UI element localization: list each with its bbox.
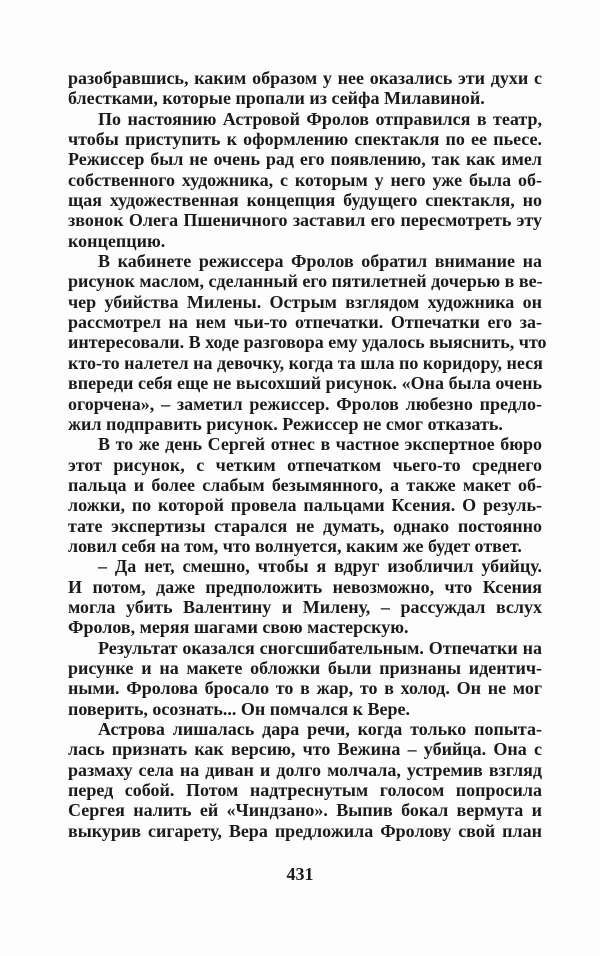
text-line: этот рисунок, с четким отпечатком чьего-то среднего [68,454,542,475]
text-line: интересовали. В ходе разговора ему удалось выяснить, что [68,332,547,353]
text-line: чер убийства Милены. Острым взглядом художника он [68,291,542,312]
text-line: поверить, осознать... Он помчался к Вере. [68,698,411,719]
text-line: кто-то налетел на девочку, когда та шла по коридору, неся [68,352,543,373]
text-line: выкурив сигарету, Вера предложила Фролову свой план [68,820,542,841]
text-line: пальца и более слабым безымянного, а также макет об- [68,474,542,495]
text-line: рисунок маслом, сделанный его пятилетней дочерью в ве- [68,271,543,292]
text-line: В то же день Сергей отнес в частное экспертное бюро [98,434,542,455]
text-line: размаху села на диван и долго молчала, устремив взгляд [68,759,542,780]
text-line: блестками, которые пропали из сейфа Милавиной. [68,88,485,109]
text-line: собственного художника, с которым у него уже была об- [68,169,542,190]
text-line: жил подправить рисунок. Режиссер не смог отказать. [68,413,503,434]
text-line: Астрова лишалась дара речи, когда только попыта- [98,719,542,739]
text-line: ложки, по которой провела пальцами Ксения. О резуль- [68,495,542,516]
text-line: ными. Фролова бросало то в жар, то в холод. Он не мог [68,678,542,699]
text-line: щая художественная концепция будущего спектакля, но [68,190,542,211]
text-line: тате экспертизы старался не думать, однако постоянно [68,515,542,536]
text-line: концепцию. [68,230,166,251]
text-line: лась признать как версию, что Вежина – убийца. Она с [68,739,542,760]
text-line: разобравшись, каким образом у нее оказались эти духи с [68,68,542,88]
text-line: звонок Олега Пшеничного заставил его пересмотреть эту [68,210,542,231]
text-line: рисунке и на макете обложки были признаны идентич- [68,657,542,678]
page-number: 431 [286,864,314,884]
page-body-text [68,68,547,841]
text-line: Результат оказался сногсшибательным. Отпечатки на [98,637,542,658]
text-line: – Да нет, смешно, чтобы я вдруг изобличил убийцу. [98,556,542,577]
text-line: Фролов, меряя шагами свою мастерскую. [68,617,409,638]
text-line: В кабинете режиссера Фролов обратил внимание на [98,251,542,272]
text-line: Сергея налить ей «Чиндзано». Выпив бокал вермута и [68,800,542,821]
text-line: огорчена», – заметил режиссер. Фролов любезно предло- [68,393,542,414]
text-line: И потом, даже предположить невозможно, что Ксения [68,576,542,597]
text-line: Режиссер был не очень рад его появлению, так как имел [68,149,542,170]
text-line: ловил себя на том, что волнуется, каким же будет ответ. [68,535,522,556]
text-line: перед собой. Потом надтреснутым голосом попросила [68,780,542,801]
text-line: рассмотрел на нем чьи-то отпечатки. Отпечатки его за- [68,312,542,333]
text-line: чтобы приступить к оформлению спектакля по ее пьесе. [68,129,542,150]
text-line: могла убить Валентину и Милену, – рассуждал вслух [68,596,542,617]
text-line: По настоянию Астровой Фролов отправился в театр, [98,108,542,129]
text-line: впереди себя еще не высохший рисунок. «Она была очень [68,373,542,394]
